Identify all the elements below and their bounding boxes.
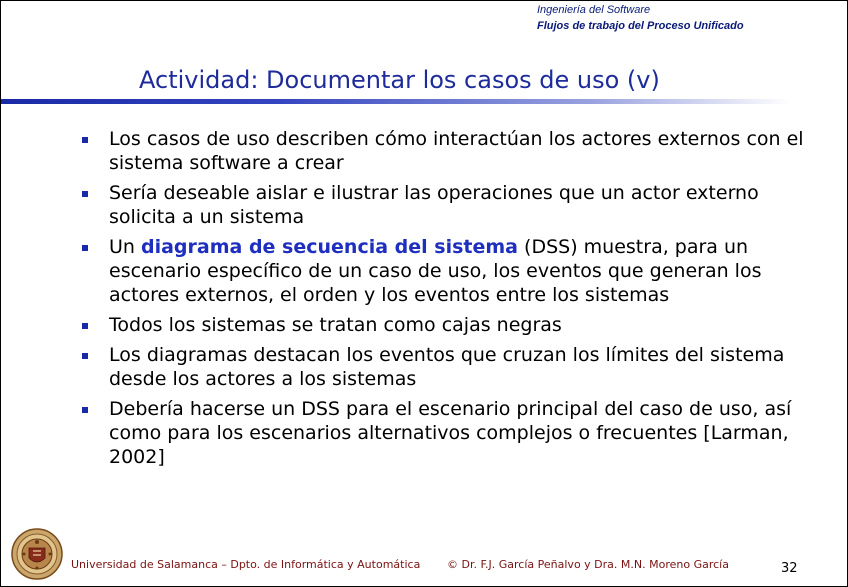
square-bullet-icon (82, 137, 88, 143)
bullet-item (79, 397, 819, 469)
bullet-text: Todos los sistemas se tratan como cajas negras (109, 314, 562, 336)
header-topic: Flujos de trabajo del Proceso Unificado (537, 20, 744, 32)
bullet-text-before: Un (109, 236, 141, 258)
header-course: Ingeniería del Software (537, 4, 651, 16)
square-bullet-icon (82, 407, 88, 413)
bullet-text: Debería hacerse un DSS para el escenario principal del caso de uso, así como para los escenarios alternativos complejos o frecuentes [Larman, 2002] (109, 398, 792, 468)
bullet-keyword: diagrama de secuencia del sistema (141, 236, 519, 258)
bullet-text: Los casos de uso describen cómo interactúan los actores externos con el sistema software a crear (109, 128, 804, 174)
square-bullet-icon (82, 245, 88, 251)
square-bullet-icon (82, 191, 88, 197)
footer-authors: © Dr. F.J. García Peñalvo y Dra. M.N. Moreno García (447, 558, 729, 571)
slide-title: Actividad: Documentar los casos de uso (v) (139, 66, 660, 94)
square-bullet-icon (82, 353, 88, 359)
bullet-list (79, 127, 819, 475)
bullet-text: Los diagramas destacan los eventos que cruzan los límites del sistema desde los actores a los sistemas (109, 344, 785, 390)
square-bullet-icon (82, 323, 88, 329)
footer-university: Universidad de Salamanca – Dpto. de Informática y Automática (71, 558, 421, 571)
bullet-text-after: (DSS) muestra, para un escenario específico de un caso de uso, los eventos que generan los actores externos, el orden y los eventos entre los sistemas (109, 236, 762, 306)
page-number: 32 (781, 561, 798, 576)
title-underline (1, 99, 791, 104)
bullet-item (79, 313, 819, 337)
bullet-item (79, 343, 819, 391)
bullet-text: Sería deseable aislar e ilustrar las operaciones que un actor externo solicita a un sistema (109, 182, 759, 228)
bullet-item (79, 235, 819, 307)
university-seal-icon (11, 528, 63, 580)
bullet-item (79, 181, 819, 229)
bullet-item (79, 127, 819, 175)
